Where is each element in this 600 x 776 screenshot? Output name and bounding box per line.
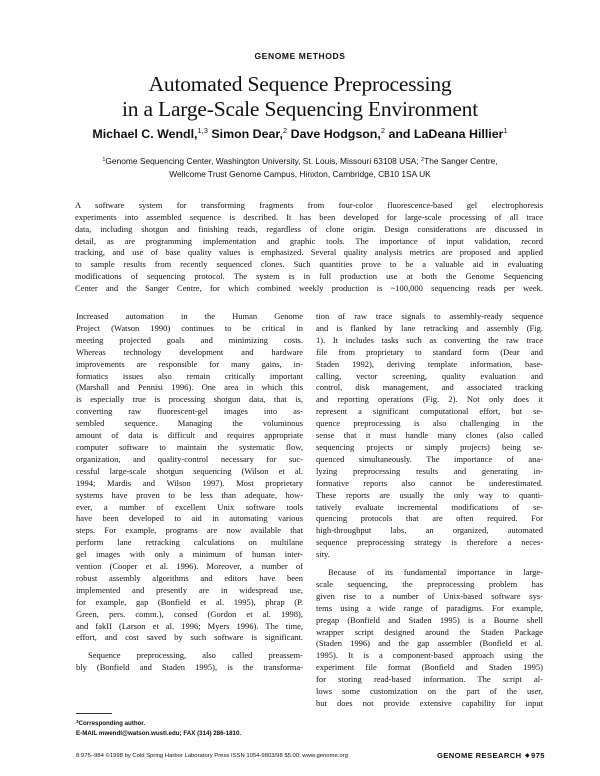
body-text-line: converting raw fluorescent-gel images into as- [76, 406, 303, 417]
affiliations [0, 154, 600, 181]
body-text-line: but does not provide extensive capability for input [316, 698, 543, 708]
abstract-line: experiments into assembled sequence is described. It has been developed for large-scale processing of all trace [75, 211, 543, 222]
body-text-line: 1994; Mardis and Wilson 1997). Most proprietary [76, 477, 303, 488]
body-text-line: high-throughput labs, an organized, automated [316, 525, 543, 536]
body-text-line: (Staden 1996) and the gap assembler (Bonfield et al. [316, 638, 543, 649]
body-text-line: effort, and cost saved by such software is significant. [76, 632, 303, 643]
body-text-line: sequence preprocessing strategy is therefore a neces- [316, 537, 543, 548]
journal-name: GENOME RESEARCH [437, 751, 522, 760]
body-text-line: meeting projected goals and minimizing costs. [76, 334, 303, 345]
author-affiliation-marker: 2 [380, 126, 385, 135]
body-text-line: calling, vector screening, quality evaluation and [316, 370, 543, 381]
body-text-line: formative reports also cannot be underestimated. [316, 477, 543, 488]
body-text-line: ever, a number of excellent Unix software tools [76, 501, 303, 512]
corresponding-author-footnote: $^3$Corresponding author. E-MAIL mwendl@watson.wustl.edu; FAX (314) 286-1810. [76, 719, 242, 737]
body-text-line: Sequence preprocessing, also called preassem- [88, 650, 303, 661]
body-text-line: cessful large-scale shotgun sequencing (Wilson et al. [76, 465, 303, 476]
body-text-line: quence preprocessing is also challenging in the [316, 418, 543, 429]
body-text-line: gel images with only a minimum of human inter- [76, 549, 303, 560]
body-text-line: computer software to maintain the systematic flow, [76, 441, 303, 452]
abstract-line: modifications of sequencing protocol. The system is in full production use at both the Genome Sequencing [75, 271, 543, 282]
body-text-line: (Marshall and Pennisi 1996). One area in which this [76, 382, 303, 393]
author-name: and LaDeana Hillier [388, 127, 504, 141]
body-text-line: wrapper script designed around the Staden Package [316, 626, 543, 637]
body-text-line: 1995). It is a component-based approach using the [316, 650, 543, 661]
body-text-line: formatics issues also remain critically important [76, 370, 303, 381]
body-text-line: and reporting operations (Fig. 2). Not only does it [316, 394, 543, 405]
title-line-1: Automated Sequence Preprocessing [148, 72, 452, 96]
body-text-line: tems using a wide range of paradigms. For example, [316, 602, 543, 613]
body-text-line: Green, pers. comm.), consed (Gordon et al. 1998), [76, 608, 303, 619]
body-text-line: is especially true is processing shotgun data, that is, [76, 394, 303, 405]
abstract [75, 200, 543, 295]
body-text-line: Project (Watson 1990) continues to be critical in [76, 322, 303, 333]
body-text-line: file from proprietary to standard form (Dear and [316, 346, 543, 357]
body-text-line: sembled sequence. Managing the voluminous [76, 418, 303, 429]
body-text-line: systems have proven to be less than adequate, how- [76, 489, 303, 500]
diamond-bullet-icon: ◆ [525, 753, 531, 759]
abstract-line: tracking, and use of base quality values is emphasized. Several quality analysis metrics are proposed and applied [75, 247, 543, 258]
body-text-line: sequencing projects or simply projects) being se- [316, 441, 543, 452]
body-text-line: These reports are usually the only way to quanti- [316, 489, 543, 500]
journal-page-footer [437, 751, 543, 760]
body-column-right [316, 311, 543, 710]
body-text-line: implemented and presently are in widespread use, [76, 584, 303, 595]
author-list [0, 126, 600, 141]
body-text-line: scale sequencing, the preprocessing problem has [316, 578, 543, 589]
footnote-divider [76, 713, 112, 714]
body-text-line: robust assembly algorithms and editors have been [76, 572, 303, 583]
abstract-line: data, including shotgun and finishing reads, regardless of clone origin. Design considerations are discussed in [75, 223, 543, 234]
body-text-line: control, disk management, and associated tracking [316, 382, 543, 393]
author-affiliation-marker: 1,3 [197, 126, 208, 135]
body-text-line: organization, and quality-control necessary for suc- [76, 453, 303, 464]
body-text-line: lows some customization on the part of the user, [316, 686, 543, 697]
abstract-line: Center and the Sanger Centre, for which combined weekly production is ~100,000 sequencing reads per week. [75, 282, 543, 293]
body-text-line: given rise to a number of Unix-based software sys- [316, 590, 543, 601]
affiliation-line-2: Wellcome Trust Genome Campus, Hinxton, Cambridge, CB10 1SA UK [169, 169, 431, 179]
abstract-line: detail, as are programming implementation and graphic tools. The importance of input validation, record [75, 235, 543, 246]
body-text-line: bly (Bonfield and Staden 1995), is the transforma- [76, 662, 303, 673]
body-text-line: represent a significant computational effort, but se- [316, 406, 543, 417]
title-line-2: in a Large-Scale Sequencing Environment [122, 97, 478, 121]
body-text-line: tion of raw trace signals to assembly-ready sequence [316, 311, 543, 321]
body-text-line: sense that it must handle many clones (also called [316, 430, 543, 441]
body-text-line: for storing read-based information. The script al- [316, 674, 543, 685]
affiliation-marker: 1 [102, 157, 106, 163]
paper-title [0, 72, 600, 122]
author-affiliation-marker: 1 [503, 126, 508, 135]
body-text-line: lyzing preprocessing results and generating in- [316, 465, 543, 476]
body-text-line: have been developed to aid in automating various [76, 513, 303, 524]
abstract-line: to sample results from recently sequenced clones. Such quantities prove to be a valuable aid in evaluating [75, 259, 543, 270]
body-text-line: quenced simultaneously. The importance of ana- [316, 453, 543, 464]
author-name: Michael C. Wendl, [92, 127, 198, 141]
body-text-line: sity. [316, 549, 330, 560]
author-name: Simon Dear, [211, 127, 283, 141]
body-text-line: vention (Cooper et al. 1996). Moreover, a number of [76, 561, 303, 572]
author-name: Dave Hodgson, [290, 127, 381, 141]
body-text-line: Because of its fundamental importance in large- [328, 567, 543, 578]
affiliation-line-1: $^1$Genome Sequencing Center, Washington University, St. Louis, Missouri 63108 USA; $^2$The Sanger Centre, [102, 156, 498, 166]
body-text-line: Whereas technology development and hardware [76, 346, 303, 357]
body-text-line: improvements are responsible for many gains, in- [76, 358, 303, 369]
body-text-line: and is flanked by lane retracking and assembly (Fig. [316, 322, 543, 333]
body-text-line: and fakII (Larson et al. 1996; Myers 1996). The time, [76, 620, 303, 631]
author-affiliation-marker: 2 [283, 126, 288, 135]
page-number: 975 [531, 751, 545, 760]
body-text-line: for example, gap (Bonfield et al. 1995), phrap (P. [76, 596, 303, 607]
body-text-line: 1). It includes tasks such as converting the raw trace [316, 334, 543, 345]
body-text-line: tatively evaluate incremental modifications of se- [316, 501, 543, 512]
body-text-line: steps. For example, programs are now available that [76, 525, 303, 536]
body-text-line: Increased automation in the Human Genome [76, 311, 303, 321]
body-text-line: amount of data is difficult and requires appropriate [76, 430, 303, 441]
body-text-line: quencing protocols that are often required. For [316, 513, 543, 524]
body-text-line: experiment file format (Bonfield and Staden 1995) [316, 662, 543, 673]
body-text-line: pregap (Bonfield and Staden 1995) is a Bourne shell [316, 614, 543, 625]
body-text-line: Staden 1992), deriving template information, base- [316, 358, 543, 369]
affiliation-marker: 2 [421, 157, 425, 163]
body-text-line: perform lane retracking calculations on multilane [76, 537, 303, 548]
abstract-line: A software system for transforming fragments from four-color fluorescence-based gel electrophoresis [75, 200, 543, 210]
citation-footer: 8:975–984 ©1998 by Cold Spring Harbor Laboratory Press ISSN 1054-9803/98 $5.00; www.genome.org [76, 753, 348, 759]
section-label: GENOME METHODS [254, 51, 346, 61]
body-column-left [76, 311, 303, 674]
